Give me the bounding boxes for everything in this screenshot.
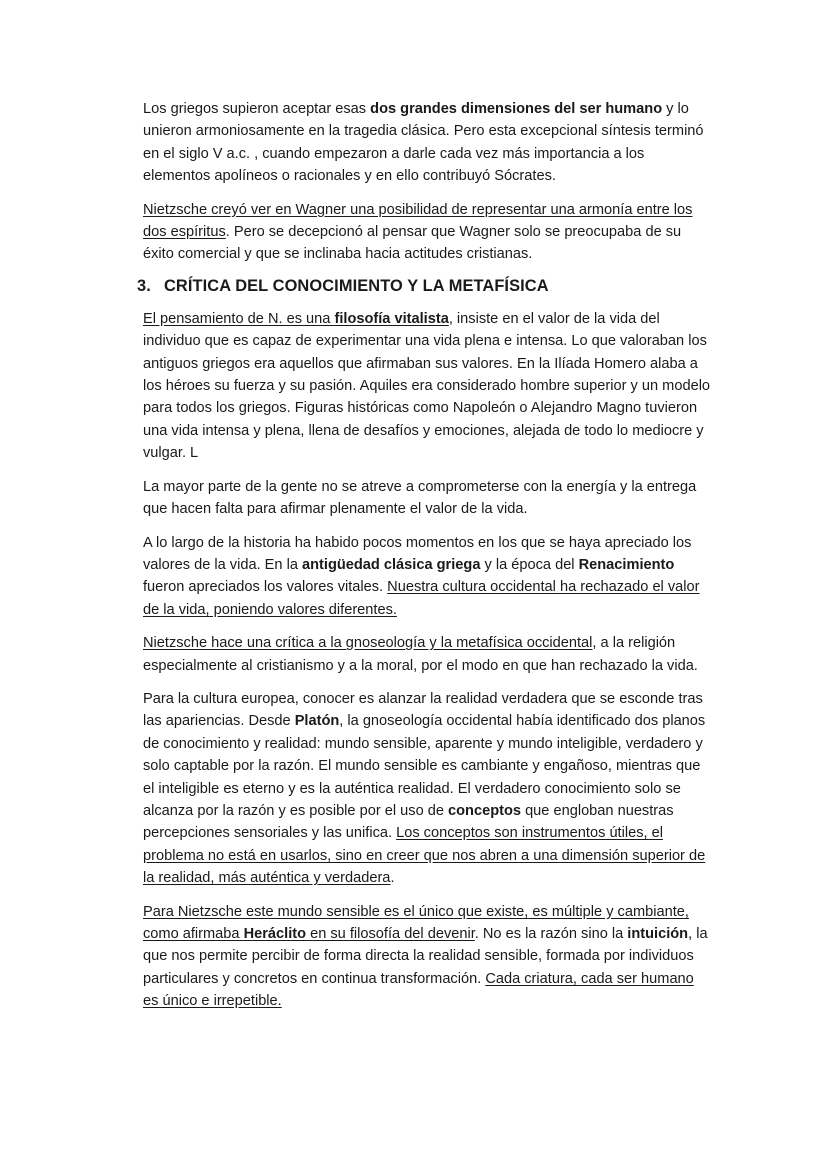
text-run: Platón [294,713,340,730]
text-run: , a la religión especialmente al cristianismo y a la moral, por el modo en que han rechazado la vida. [143,635,698,674]
text-run: filosofía vitalista [334,310,449,327]
text-run: El pensamiento de N. es una [143,310,335,327]
text-run: y la época del [480,556,579,573]
text-run: Cada criatura, cada ser humano es único e irrepetible. [143,970,694,1010]
text-run: que engloban nuestras percepciones sensoriales y las unifica. [143,802,674,842]
section-title: CRÍTICA DEL CONOCIMIENTO Y LA METAFÍSICA [164,276,549,295]
text-run: A lo largo de la historia ha habido pocos momentos en los que se haya apreciado los valores de la vida. En la [143,534,692,573]
paragraph [143,308,713,465]
paragraph [143,476,713,521]
text-run: en su filosofía del devenir [306,926,475,942]
section-number: 3. [137,276,151,295]
paragraph [143,688,713,890]
text-run: , insiste en el valor de la vida del individuo que es capaz de experimentar una vida plena e intensa. Lo que valoraban los antiguos griegos era aquellos que afirmaban sus valores. En la Ilíada Homero alaba a los héroes su fuerza y su pasión. Aquiles era considerado hombre superior y un modelo para todos los griegos. Figuras históricas como Napoleón o Alejandro Magno tuvieron una vida intensa y plena, llena de desafíos y emociones, alejada de todo lo mediocre y vulgar. L [143,310,711,462]
text-run: dos grandes dimensiones del ser humano [370,101,663,117]
text-run: Nietzsche creyó ver en Wagner una posibilidad de representar una armonía entre los dos espíritus [143,201,693,241]
text-run: Nuestra cultura occidental ha rechazado el valor de la vida, poniendo valores diferentes. [143,579,700,618]
text-run: Los griegos supieron aceptar esas [143,101,371,117]
text-run: Los conceptos son instrumentos útiles, el problema no está en usarlos, sino en creer que nos abren a una dimensión superior de la realidad, más auténtica y verdadera [143,825,706,887]
text-run: . No es la razón sino la [474,926,628,942]
text-run: Para la cultura europea, conocer es alanzar la realidad verdadera que se esconde tras las apariencias. Desde [143,690,703,730]
text-run: y lo unieron armoniosamente en la tragedia clásica. Pero esta excepcional síntesis terminó en el siglo V a.c. , cuando empezaron a darle cada vez más importancia a los elementos apolíneos o racionales y en ello contribuyó Sócrates. [143,101,704,185]
document-body [137,98,713,1024]
text-run: antigüedad clásica griega [302,556,481,573]
text-run: conceptos [448,802,522,819]
text-run: Nietzsche hace una crítica a la gnoseología y la metafísica occidental [143,635,593,652]
text-run: , la gnoseología occidental había identificado dos planos de conocimiento y realidad: mundo sensible, aparente y mundo inteligible, verdadero y solo captable por la razón. El mundo sensible es cambiante y engañoso, mientras que el inteligible es eterno y es la auténtica realidad. El verdadero conocimiento solo se alcanza por la razón y es posible por el uso de [143,713,706,819]
text-run: Para Nietzsche este mundo sensible es el único que existe, es múltiple y cambiante, como afirmaba [143,903,689,942]
text-run: Renacimiento [578,556,675,573]
paragraph [143,98,713,188]
text-run: . Pero se decepcionó al pensar que Wagner solo se preocupaba de su éxito comercial y que se inclinaba hacia actitudes cristianas. [143,224,682,263]
paragraph [143,901,713,1013]
paragraph [143,632,713,677]
text-run: , la que nos permite percibir de forma directa la realidad sensible, formada por individuos particulares y concretos en continua transformación. [143,926,708,987]
text-run: . [390,870,395,887]
section-body [143,308,713,1013]
intro-section [143,98,713,266]
text-run: Heráclito [243,926,307,942]
paragraph [143,532,713,622]
text-run: fueron apreciados los valores vitales. [143,579,388,596]
text-run: intuición [627,926,689,942]
text-run: La mayor parte de la gente no se atreve a comprometerse con la energía y la entrega que hacen falta para afirmar plenamente el valor de la vida. [143,478,697,518]
paragraph [143,199,713,266]
section-heading [137,277,713,296]
